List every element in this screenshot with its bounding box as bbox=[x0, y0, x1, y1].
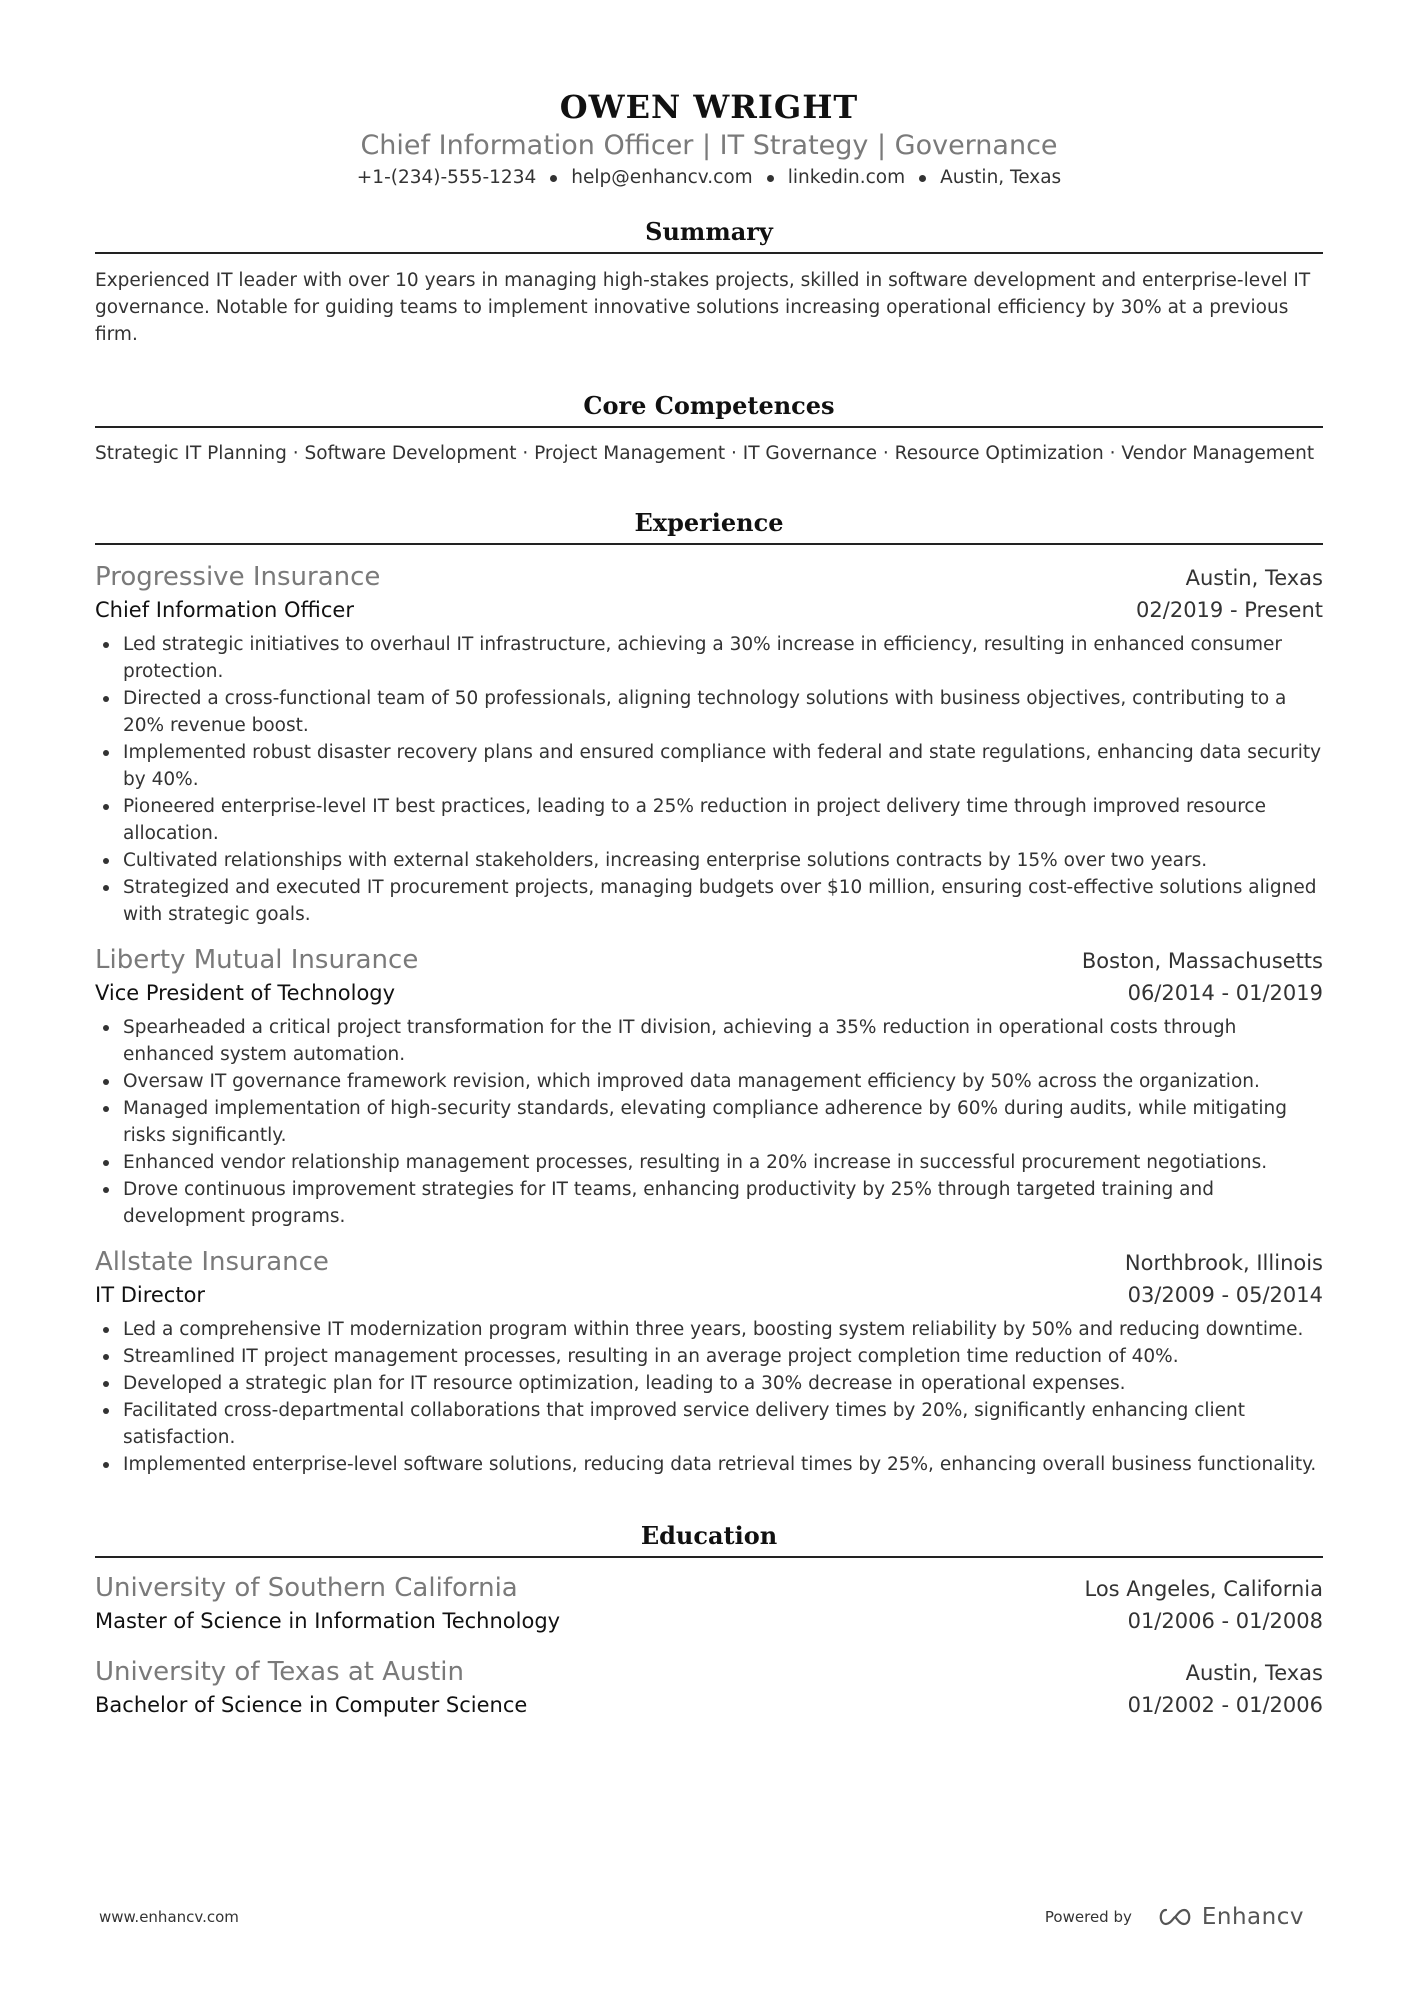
job-dates: 03/2009 - 05/2014 bbox=[1127, 1283, 1323, 1307]
achievement-list bbox=[95, 1014, 1323, 1230]
education-entry bbox=[95, 1654, 1323, 1720]
job-location: Austin, Texas bbox=[1185, 566, 1323, 590]
achievement-item: Strategized and executed IT procurement projects, managing budgets over $10 million, ensuring cost-effective solutions aligned with strategic goals. bbox=[123, 874, 1323, 928]
entry-role-row bbox=[95, 1280, 1323, 1310]
location: Austin, Texas bbox=[940, 167, 1062, 188]
job-location: Boston, Massachusetts bbox=[1081, 949, 1323, 973]
achievement-item: Led strategic initiatives to overhaul IT infrastructure, achieving a 30% increase in efficiency, resulting in enhanced consumer protection. bbox=[123, 631, 1323, 685]
footer-site-link[interactable]: www.enhancv.com bbox=[99, 1908, 239, 1926]
headline: Chief Information Officer | IT Strategy | Governance bbox=[360, 130, 1058, 161]
school-name: University of Texas at Austin bbox=[95, 1657, 464, 1687]
education-entry bbox=[95, 1570, 1323, 1636]
achievement-item: Drove continuous improvement strategies for IT teams, enhancing productivity by 25% through targeted training and development programs. bbox=[123, 1176, 1323, 1230]
achievement-item: Streamlined IT project management processes, resulting in an average project completion time reduction of 40%. bbox=[123, 1343, 1323, 1370]
achievement-item: Cultivated relationships with external stakeholders, increasing enterprise solutions contracts by 15% over two years. bbox=[123, 847, 1323, 874]
job-title: IT Director bbox=[95, 1283, 206, 1307]
achievement-item: Developed a strategic plan for IT resource optimization, leading to a 30% decrease in operational expenses. bbox=[123, 1370, 1323, 1397]
company-name: Progressive Insurance bbox=[95, 562, 381, 592]
degree: Master of Science in Information Technology bbox=[95, 1609, 561, 1633]
achievement-item: Managed implementation of high-security standards, elevating compliance adherence by 60% during audits, while mitigating risks significantly. bbox=[123, 1095, 1323, 1149]
brand-logo bbox=[1156, 1902, 1304, 1932]
candidate-name: OWEN WRIGHT bbox=[559, 88, 859, 126]
competences-list: Strategic IT Planning · Software Development · Project Management · IT Governance · Resource Optimization · Vendor Management bbox=[95, 443, 1315, 464]
experience-entry bbox=[95, 1244, 1323, 1478]
entry-header-row bbox=[95, 1244, 1323, 1280]
entry-role-row bbox=[95, 1606, 1323, 1636]
section-title-education: Education bbox=[95, 1516, 1323, 1558]
contact-line bbox=[95, 164, 1323, 192]
company-name: Liberty Mutual Insurance bbox=[95, 945, 419, 975]
education-list bbox=[95, 1570, 1323, 1720]
job-dates: 06/2014 - 01/2019 bbox=[1127, 981, 1323, 1005]
summary-text: Experienced IT leader with over 10 years in managing high-stakes projects, skilled in software development and enterprise-level IT governance. Notable for guiding teams to implement innovative solutions increasing operational efficiency by 30% at a previous firm. bbox=[95, 270, 1311, 345]
experience-list bbox=[95, 559, 1323, 1478]
phone: +1-(234)-555-1234 bbox=[356, 167, 537, 188]
enhancv-logo-icon bbox=[1156, 1907, 1194, 1927]
job-title: Chief Information Officer bbox=[95, 598, 354, 622]
school-location: Austin, Texas bbox=[1185, 1661, 1323, 1685]
experience-entry bbox=[95, 559, 1323, 928]
bullet-separator bbox=[767, 175, 774, 182]
footer bbox=[0, 1902, 1410, 1932]
entry-header-row bbox=[95, 942, 1323, 978]
section-title-competences: Core Competences bbox=[95, 386, 1323, 428]
school-name: University of Southern California bbox=[95, 1573, 518, 1603]
entry-role-row bbox=[95, 595, 1323, 625]
resume-page bbox=[95, 0, 1323, 1720]
achievement-item: Pioneered enterprise-level IT best practices, leading to a 25% reduction in project delivery time through improved resource allocation. bbox=[123, 793, 1323, 847]
achievement-list bbox=[95, 1316, 1323, 1478]
bullet-separator bbox=[919, 175, 926, 182]
bullet-separator bbox=[550, 175, 557, 182]
entry-role-row bbox=[95, 1690, 1323, 1720]
linkedin: linkedin.com bbox=[787, 167, 906, 188]
study-dates: 01/2002 - 01/2006 bbox=[1127, 1693, 1323, 1717]
entry-header-row bbox=[95, 1570, 1323, 1606]
school-location: Los Angeles, California bbox=[1084, 1577, 1323, 1601]
job-location: Northbrook, Illinois bbox=[1124, 1251, 1323, 1275]
powered-by-label: Powered by bbox=[1044, 1908, 1132, 1926]
experience-entry bbox=[95, 942, 1323, 1230]
brand-name: Enhancv bbox=[1201, 1904, 1304, 1930]
section-title-summary: Summary bbox=[95, 212, 1323, 254]
achievement-item: Facilitated cross-departmental collaborations that improved service delivery times by 20%, significantly enhancing client satisfaction. bbox=[123, 1397, 1323, 1451]
achievement-item: Enhanced vendor relationship management processes, resulting in a 20% increase in successful procurement negotiations. bbox=[123, 1149, 1323, 1176]
achievement-item: Directed a cross-functional team of 50 professionals, aligning technology solutions with business objectives, contributing to a 20% revenue boost. bbox=[123, 685, 1323, 739]
powered-by bbox=[1045, 1902, 1304, 1932]
entry-header-row bbox=[95, 559, 1323, 595]
company-name: Allstate Insurance bbox=[95, 1247, 329, 1277]
entry-role-row bbox=[95, 978, 1323, 1008]
resume-header bbox=[95, 86, 1323, 192]
email: help@enhancv.com bbox=[571, 167, 753, 188]
degree: Bachelor of Science in Computer Science bbox=[95, 1693, 528, 1717]
job-dates: 02/2019 - Present bbox=[1136, 598, 1323, 622]
entry-header-row bbox=[95, 1654, 1323, 1690]
achievement-list bbox=[95, 631, 1323, 928]
achievement-item: Led a comprehensive IT modernization program within three years, boosting system reliability by 50% and reducing downtime. bbox=[123, 1316, 1323, 1343]
job-title: Vice President of Technology bbox=[95, 981, 396, 1005]
section-title-experience: Experience bbox=[95, 503, 1323, 545]
achievement-item: Spearheaded a critical project transformation for the IT division, achieving a 35% reduction in operational costs through enhanced system automation. bbox=[123, 1014, 1323, 1068]
achievement-item: Implemented enterprise-level software solutions, reducing data retrieval times by 25%, enhancing overall business functionality. bbox=[123, 1451, 1323, 1478]
achievement-item: Implemented robust disaster recovery plans and ensured compliance with federal and state regulations, enhancing data security by 40%. bbox=[123, 739, 1323, 793]
achievement-item: Oversaw IT governance framework revision, which improved data management efficiency by 50% across the organization. bbox=[123, 1068, 1323, 1095]
study-dates: 01/2006 - 01/2008 bbox=[1127, 1609, 1323, 1633]
